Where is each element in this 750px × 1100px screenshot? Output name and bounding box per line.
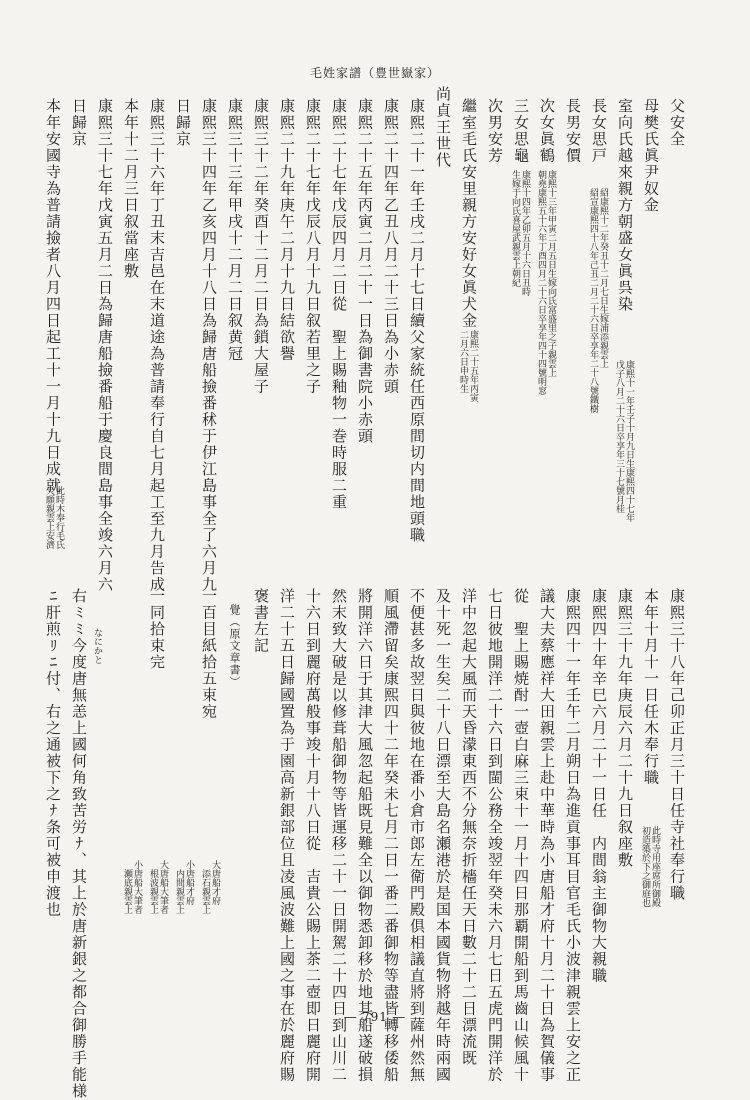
upper-column: 次女眞鶴 bbox=[538, 98, 556, 164]
lower-column: 及十死一生矣二十八日漂至大島名瀬港於是国本國貨物將越年時兩國 bbox=[434, 588, 452, 1083]
upper-column: 尚貞王世代 bbox=[434, 86, 452, 169]
annotation-note: 此時寺用座席所御殿 初造築於下之御庭也 bbox=[640, 826, 660, 907]
memo-heading: 覺（原文章書） bbox=[228, 604, 241, 688]
lower-column: 順風滯留矣康熙四十二年癸未七月二日一番二番御物等盡皆轉移倭船 bbox=[382, 588, 400, 1083]
upper-column: 本年十二月三日叙當座敷 bbox=[122, 98, 140, 280]
lower-column: 然末致大破是以修葺船御物等皆運移二十一日開駕二十四日到山川二 bbox=[330, 588, 348, 1083]
lower-column: 七日彼地開洋二十六日到閩公務全竣翌年癸未六月七日五虎門開洋於 bbox=[486, 588, 504, 1083]
furigana-note: なにかと bbox=[92, 628, 102, 664]
lower-column: 將開洋六日于其津大風忽起船既見難全以御物悉卸移於地其船遂破損 bbox=[356, 588, 374, 1083]
lower-column: 康熙四十年辛巳六月二十一日任 内間翁主御物大親職 bbox=[590, 588, 608, 984]
lower-column: 從 聖上賜焼酎一壺白麻三束十一月十四日那覇開船到馬齒山候風十 bbox=[512, 588, 530, 1083]
annotation-note: 康熙十三年甲寅二月五日生嫁向氏富盛里之子親雲上 朝堯康熙五十六年丁酉四月二十六日卒享年四十四號明窓 bbox=[536, 170, 556, 395]
upper-column: 日歸京 bbox=[70, 98, 88, 148]
upper-column: 康熙二十四年乙丑八月二十三日為小赤頭 bbox=[382, 98, 400, 395]
lower-column: 洋中忽起大風而天昏濛東西不分無奈折檣任天日數二十二日漂流既 bbox=[460, 588, 478, 1067]
lower-column: 褒書左記 bbox=[252, 588, 270, 654]
annotation-note: 此時木奉行毛氏 天願親雲上安濟 bbox=[44, 486, 64, 549]
upper-column: 康熙三十四年乙亥四月十八日為歸唐船撿番秫于伊江島事全了六月九 bbox=[200, 98, 218, 593]
lower-column: 一同拾束完 bbox=[148, 588, 166, 671]
lower-column: 一百目紙拾五束宛 bbox=[200, 588, 218, 720]
annotation-note: 紹康熙十二年癸丑十二月七日生嫁浦添親雲上 紹宣康熙四十八年己丑二月二十六日卒享年二十八號鐵樹 bbox=[588, 188, 608, 413]
upper-column: 康熙二十九年庚午二月十九日結欲譽 bbox=[278, 98, 296, 362]
upper-column: 康熙二十一年壬戌二月十七日續父家統任西原間切内間地頭職 bbox=[408, 98, 426, 544]
upper-column: 次男安芳 bbox=[486, 98, 504, 164]
upper-column: 康熙三十三年甲戌十二月二日叙黄冠 bbox=[226, 98, 244, 362]
lower-column: 議大夫蔡應祥大田親雲上赴中華時為小唐船才府十月二十日為賀儀事 bbox=[538, 588, 556, 1083]
lower-column: 洋二十五日歸國置為于園高新銀部位且凌風波難上國之事在於麗府賜 bbox=[278, 588, 296, 1083]
annotation-note: 大唐船才府 添石親雲上 bbox=[200, 860, 220, 914]
upper-column: 日歸京 bbox=[174, 98, 192, 148]
upper-column: 母樊氏眞尹奴金 bbox=[642, 98, 660, 214]
upper-column: 三女思龜 bbox=[512, 98, 530, 164]
upper-column: 康熙二十七年戊辰四月二日從 聖上賜釉物一巻時服二重 bbox=[330, 98, 348, 511]
page-number: ― 791 ― bbox=[344, 1010, 406, 1024]
annotation-note: 大唐船大筆者 根波親雲上 bbox=[148, 860, 168, 914]
upper-column: 長男安價 bbox=[564, 98, 582, 164]
annotation-note: 康熙十一年壬子十月九日生康熙四十七年 戊子八月二十六日卒享年三十七號月桂 bbox=[614, 360, 634, 522]
upper-column: 繼室毛氏安里親方安好女眞犬金 bbox=[460, 98, 478, 329]
upper-column: 父安全 bbox=[668, 98, 686, 148]
lower-column: 右ﾐﾐ今度唐無恙上國何角致苦労ﾅ、其上於唐新銀之都合御勝手能様 bbox=[70, 588, 88, 1100]
lower-column: 本年十月十一日任木奉行職 bbox=[642, 588, 660, 786]
upper-column: 康熙二十五年丙寅二月二十一日為御書院小赤頭 bbox=[356, 98, 374, 445]
upper-column: 本年安國寺為普請撿者八月四日起工十一月十九日成就 bbox=[44, 98, 62, 494]
lower-column: 康熙三十八年己卯正月三十日任寺社奉行職 bbox=[668, 588, 686, 902]
upper-column: 康熙三十七年戊寅五月二日為歸唐船撿番船于慶良間島事全竣六月六 bbox=[96, 98, 114, 593]
upper-column: 室向氏越來親方朝盛女眞呉染 bbox=[616, 98, 634, 313]
upper-column: 康熙二十七年戊辰八月十九日叙若里之子 bbox=[304, 98, 322, 395]
lower-column: 不便甚多故翌日與彼地在番小倉市郎左衛門殿俱相議直將到薩州然無 bbox=[408, 588, 426, 1083]
upper-column: 康熙三十六年丁丑末吉邑在末道途為普請奉行自七月起工至九月告成 bbox=[148, 98, 166, 593]
annotation-note: 小唐船才府 内間親雲上 bbox=[174, 860, 194, 914]
annotation-note: 康熙二十五年丙寅 二月六日申時生 bbox=[458, 330, 478, 402]
annotation-note: 小唐船大筆者 瀬底親雲上 bbox=[122, 860, 142, 914]
annotation-note: 康熙十四年乙卯五月十六日丑時 生嫁于向氏喜屋武親雲上朝紀 bbox=[510, 170, 530, 296]
lower-column: 康熙四十一年壬午二月朔日為進貢事耳目官毛氏小波津親雲上安之正 bbox=[564, 588, 582, 1083]
upper-column: 長女思戸 bbox=[590, 98, 608, 164]
lower-column: 十六日到麗府萬般事竣十月十八日從 吉貴公賜上茶二壺即日麗府開 bbox=[304, 588, 322, 1083]
lower-column: 康熙三十九年庚辰六月二十九日叙座敷 bbox=[616, 588, 634, 869]
upper-column: 康熙三十二年癸酉十二月二日為鎖大屋子 bbox=[252, 98, 270, 395]
lower-column: ﾆ肝煎ﾘﾆ付、右之通被下之ﾅ条可被申渡也 bbox=[44, 588, 62, 918]
page-title: 毛姓家譜（豊世嶽家） bbox=[309, 66, 440, 80]
